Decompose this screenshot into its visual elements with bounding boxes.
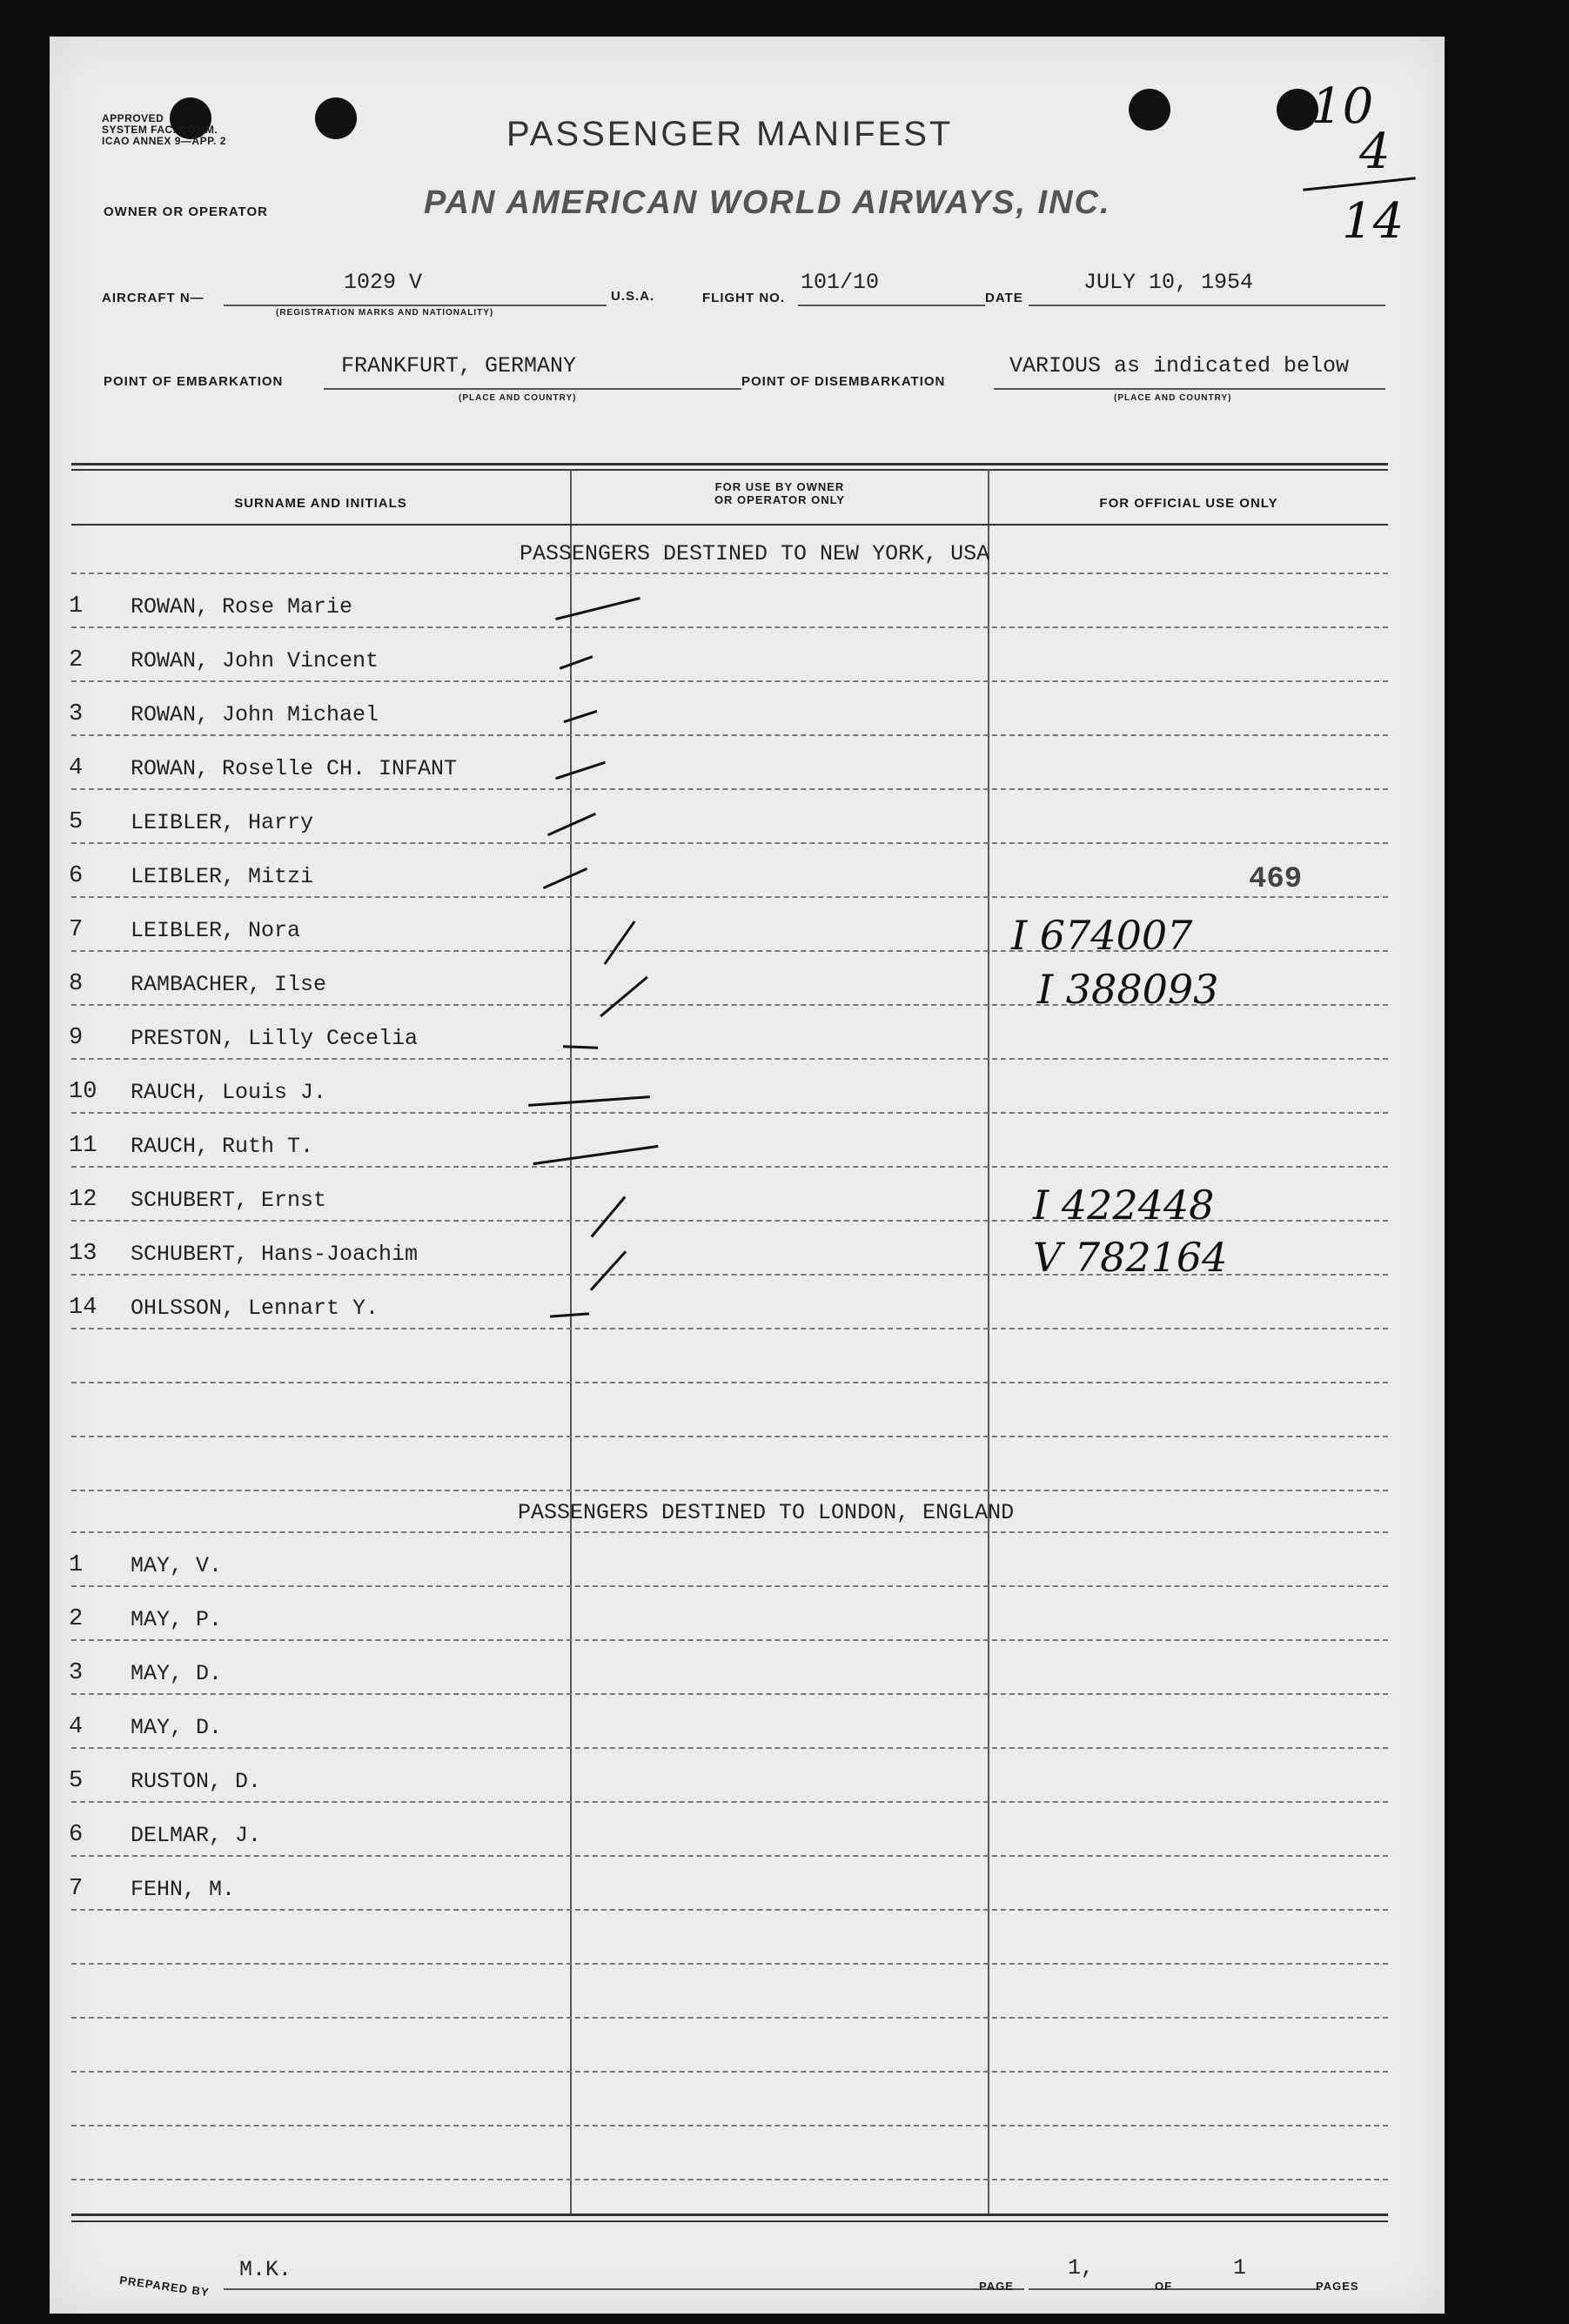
column-divider-1	[570, 469, 572, 2213]
column-header-surname: SURNAME AND INITIALS	[234, 496, 407, 511]
passenger-name: ROWAN, John Michael	[131, 702, 379, 727]
pages-label: PAGES	[1316, 2280, 1359, 2293]
official-note: V 782164	[1033, 1234, 1228, 1281]
passenger-name: LEIBLER, Mitzi	[131, 864, 314, 889]
row-rule	[71, 2017, 1388, 2019]
of-value: 1	[1233, 2255, 1247, 2280]
owner-use-line-1: FOR USE BY OWNER	[714, 480, 845, 493]
embarkation-value: FRANKFURT, GERMANY	[341, 353, 577, 378]
check-mark	[563, 1045, 598, 1048]
check-mark	[590, 1250, 627, 1291]
approval-line-3: ICAO ANNEX 9—APP. 2	[102, 135, 226, 147]
disembarkation-label: POINT OF DISEMBARKATION	[741, 374, 946, 389]
row-number: 8	[69, 971, 84, 997]
row-rule	[71, 1747, 1388, 1749]
row-number: 14	[69, 1295, 97, 1321]
row-rule	[71, 2071, 1388, 2073]
check-mark	[591, 1196, 627, 1238]
row-rule	[71, 2125, 1388, 2126]
check-mark	[555, 597, 640, 620]
row-rule	[71, 1639, 1388, 1641]
row-number: 6	[69, 863, 84, 889]
row-number: 6	[69, 1822, 84, 1848]
check-mark	[547, 813, 596, 836]
section-heading-london: PASSENGERS DESTINED TO LONDON, ENGLAND	[518, 1500, 1015, 1525]
passenger-name: OHLSSON, Lennart Y.	[131, 1296, 379, 1321]
column-header-owner-use	[572, 480, 988, 506]
check-mark	[543, 867, 587, 889]
passenger-name: MAY, D.	[131, 1715, 223, 1740]
approval-text	[102, 113, 226, 147]
disembarkation-caption: (PLACE AND COUNTRY)	[1114, 393, 1232, 403]
check-mark	[533, 1145, 658, 1165]
passenger-name: RAMBACHER, Ilse	[131, 972, 327, 997]
of-line	[1190, 2288, 1320, 2290]
of-label: OF	[1155, 2280, 1173, 2293]
official-note: I 422448	[1033, 1182, 1215, 1229]
passenger-name: ROWAN, John Vincent	[131, 648, 379, 673]
passenger-name: MAY, P.	[131, 1607, 223, 1632]
section-heading-new-york: PASSENGERS DESTINED TO NEW YORK, USA	[520, 541, 990, 566]
aircraft-label: AIRCRAFT N—	[102, 291, 205, 305]
row-rule	[71, 2179, 1388, 2180]
passenger-name: MAY, V.	[131, 1553, 223, 1578]
prepared-by-value: M.K.	[239, 2257, 292, 2282]
row-rule	[71, 1058, 1388, 1060]
row-rule	[71, 1436, 1388, 1437]
usa-label: U.S.A.	[611, 289, 655, 304]
row-rule	[71, 1909, 1388, 1911]
page-label: PAGE	[979, 2280, 1014, 2293]
flight-label: FLIGHT NO.	[702, 291, 785, 305]
date-label: DATE	[985, 291, 1023, 305]
embarkation-caption: (PLACE AND COUNTRY)	[459, 393, 577, 403]
row-rule	[71, 1693, 1388, 1695]
passenger-name: RAUCH, Louis J.	[131, 1080, 327, 1105]
date-value: JULY 10, 1954	[1083, 270, 1254, 295]
owner-use-line-2: OR OPERATOR ONLY	[714, 493, 846, 506]
passenger-name: FEHN, M.	[131, 1877, 236, 1902]
approval-line-2: SYSTEM FAC. COMM.	[102, 124, 218, 136]
row-rule	[71, 788, 1388, 790]
corner-number-mid: 4	[1359, 124, 1391, 180]
official-note: I 674007	[1011, 912, 1193, 959]
header-bottom-rule	[71, 524, 1388, 526]
column-header-official: FOR OFFICIAL USE ONLY	[1099, 496, 1278, 511]
embarkation-label: POINT OF EMBARKATION	[104, 374, 284, 389]
check-mark	[604, 921, 636, 965]
page-line	[1029, 2288, 1198, 2290]
row-rule	[71, 1801, 1388, 1803]
row-number: 10	[69, 1079, 97, 1105]
table-bottom-rule	[71, 2213, 1388, 2216]
row-rule	[71, 734, 1388, 736]
row-number: 7	[69, 1876, 84, 1902]
check-mark	[555, 761, 606, 780]
passenger-name: ROWAN, Roselle CH. INFANT	[131, 756, 458, 781]
passenger-name: MAY, D.	[131, 1661, 223, 1686]
disembarkation-value: VARIOUS as indicated below	[1009, 353, 1350, 378]
row-number: 1	[69, 593, 84, 620]
row-number: 3	[69, 701, 84, 727]
row-rule	[71, 1166, 1388, 1168]
table-top-rule	[71, 463, 1388, 465]
table-top-rule-2	[71, 469, 1388, 471]
passenger-name: LEIBLER, Nora	[131, 918, 301, 943]
punch-hole	[315, 97, 357, 139]
table-bottom-rule-2	[71, 2220, 1388, 2222]
row-number: 4	[69, 755, 84, 781]
check-mark	[564, 710, 598, 723]
check-mark	[600, 976, 648, 1017]
row-number: 1	[69, 1552, 84, 1578]
date-line	[1029, 305, 1385, 306]
row-number: 13	[69, 1241, 97, 1267]
company-name: PAN AMERICAN WORLD AIRWAYS, INC.	[424, 184, 1111, 221]
row-number: 12	[69, 1187, 97, 1213]
corner-number-bottom: 14	[1342, 193, 1405, 250]
aircraft-value: 1029 V	[344, 270, 423, 295]
row-rule	[71, 842, 1388, 844]
row-rule	[71, 573, 1388, 574]
row-rule	[71, 1328, 1388, 1329]
stamp-number: 469	[1249, 863, 1303, 896]
row-number: 3	[69, 1660, 84, 1686]
row-number: 2	[69, 647, 84, 673]
row-rule	[71, 1382, 1388, 1383]
page-value: 1,	[1068, 2255, 1095, 2280]
passenger-name: DELMAR, J.	[131, 1823, 262, 1848]
row-rule	[71, 1963, 1388, 1965]
passenger-name: RAUCH, Ruth T.	[131, 1134, 314, 1159]
row-rule	[71, 1490, 1388, 1491]
punch-hole	[1129, 89, 1170, 131]
prepared-by-line	[224, 2288, 1024, 2290]
row-rule	[71, 680, 1388, 682]
row-number: 5	[69, 1768, 84, 1794]
official-note: I 388093	[1037, 966, 1219, 1013]
passenger-name: LEIBLER, Harry	[131, 810, 314, 835]
flight-line	[798, 305, 985, 306]
row-rule	[71, 896, 1388, 898]
embarkation-line	[324, 388, 741, 390]
row-rule	[71, 1585, 1388, 1587]
registration-caption: (REGISTRATION MARKS AND NATIONALITY)	[276, 308, 494, 318]
column-divider-2	[988, 469, 989, 2213]
manifest-sheet	[50, 37, 1445, 2314]
check-mark	[560, 655, 593, 669]
row-rule	[71, 1112, 1388, 1114]
row-number: 5	[69, 809, 84, 835]
corner-number-top: 10	[1311, 78, 1374, 135]
row-number: 4	[69, 1714, 84, 1740]
passenger-name: SCHUBERT, Ernst	[131, 1188, 327, 1213]
passenger-name: SCHUBERT, Hans-Joachim	[131, 1242, 419, 1267]
row-number: 11	[69, 1133, 97, 1159]
aircraft-line	[224, 305, 607, 306]
passenger-name: ROWAN, Rose Marie	[131, 594, 353, 620]
check-mark	[528, 1095, 650, 1107]
page-title: PASSENGER MANIFEST	[506, 115, 954, 153]
row-rule	[71, 626, 1388, 628]
flight-value: 101/10	[801, 270, 880, 295]
passenger-name: PRESTON, Lilly Cecelia	[131, 1026, 419, 1051]
prepared-by-label: PREPARED BY	[118, 2273, 211, 2300]
row-number: 7	[69, 917, 84, 943]
row-rule	[71, 1531, 1388, 1533]
row-rule	[71, 1855, 1388, 1857]
disembarkation-line	[994, 388, 1385, 390]
passenger-name: RUSTON, D.	[131, 1769, 262, 1794]
row-number: 9	[69, 1025, 84, 1051]
owner-label: OWNER OR OPERATOR	[104, 204, 268, 219]
row-number: 2	[69, 1606, 84, 1632]
approval-line-1: APPROVED	[102, 112, 164, 124]
